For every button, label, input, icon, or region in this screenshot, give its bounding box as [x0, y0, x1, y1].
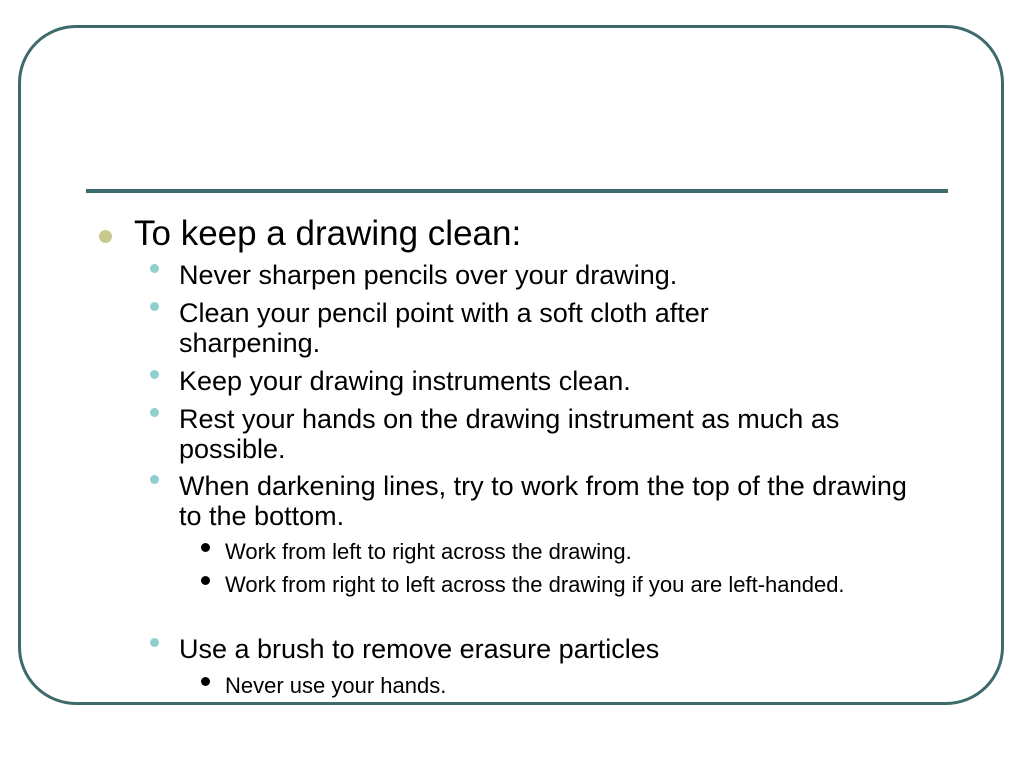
list-item-rest-hands: Rest your hands on the drawing instrument as much as possible. — [179, 404, 840, 464]
list-item-darkening-lines: When darkening lines, try to work from the top of the drawing to the bottom. — [179, 471, 907, 531]
bullet-level3 — [201, 677, 210, 686]
list-item-brush: Use a brush to remove erasure particles — [179, 634, 660, 664]
bullet-level2 — [150, 370, 159, 379]
bullet-level2 — [150, 302, 159, 311]
main-bullet-text: To keep a drawing clean: — [134, 214, 522, 253]
list-item-clean-pencil: Clean your pencil point with a soft cloth after sharpening. — [179, 298, 709, 358]
bullet-level2 — [150, 264, 159, 273]
sub-item-no-hands: Never use your hands. — [225, 673, 447, 698]
list-item-sharpen: Never sharpen pencils over your drawing. — [179, 260, 678, 290]
bullet-level2 — [150, 638, 159, 647]
sub-item-right-to-left: Work from right to left across the drawing if you are left-handed. — [225, 572, 845, 597]
bullet-level1 — [99, 230, 112, 243]
bullet-level2 — [150, 408, 159, 417]
bullet-level3 — [201, 543, 210, 552]
sub-item-left-to-right: Work from left to right across the drawing. — [225, 539, 632, 564]
list-item-instruments: Keep your drawing instruments clean. — [179, 366, 631, 396]
bullet-level2 — [150, 475, 159, 484]
bullet-level3 — [201, 576, 210, 585]
